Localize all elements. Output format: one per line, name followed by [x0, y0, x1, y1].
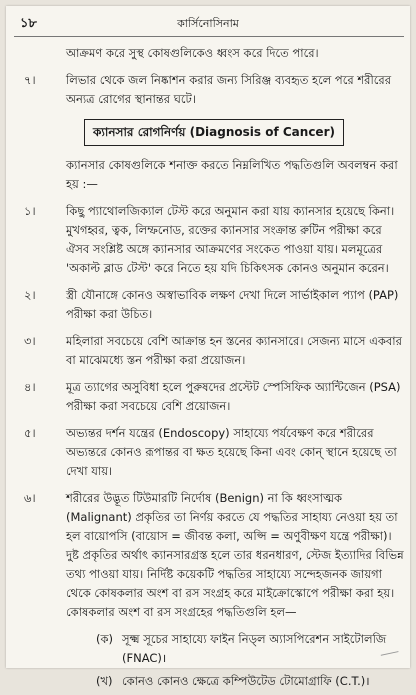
running-title: কার্সিনোসিনাম	[177, 17, 239, 30]
list-item	[24, 286, 404, 324]
sub-list	[96, 630, 404, 691]
page-number: ১৮	[20, 16, 37, 31]
sub-item-text: কোনও কোনও ক্ষেত্রে কম্পিউটেড টোমোগ্রাফি (C.T.)।	[122, 674, 370, 688]
item-text: লিভার থেকে জল নিষ্কাশন করার জন্য সিরিঞ্জ ব্যবহৃত হলে পরে শরীরের অন্যত্র রোগের স্থানান্তর ঘটে।	[66, 73, 392, 106]
page-header	[14, 14, 402, 34]
list-item	[24, 332, 404, 370]
list-item-7	[24, 71, 404, 109]
list-item	[24, 424, 404, 481]
item-number: ৫।	[24, 426, 36, 440]
book-page	[6, 6, 410, 688]
item-number: ২।	[24, 288, 36, 302]
item-text: মহিলারা সবচেয়ে বেশি আক্রান্ত হন স্তনের ক্যানসারে। সেজন্য মাসে একবার বা মাঝেমধ্যে স্তন পরীক্ষা করা প্রয়োজন।	[66, 334, 402, 367]
item-text: মূত্র ত্যাগের অসুবিধা হলে পুরুষদের প্রস্টেট স্পেসিফিক অ্যান্টিজেন (PSA) পরীক্ষা করা সবচেয়ে বেশি প্রয়োজন।	[66, 380, 401, 413]
sub-item-marker: (খ)	[96, 674, 113, 688]
item-text: কিছু প্যাথোলজিক্যাল টেস্ট করে অনুমান করা যায় ক্যানসার হয়েছে কিনা। মুখগহ্বর, ত্বক, লিম্ফনোড, রক্তের ক্যানসার সংক্রান্ত রুটিন পরীক্ষা করে ঐসব সংশ্লিষ্ট অঙ্গে ক্যানসার আক্রমণের সংকেত পাওয়া যায়। মলমূত্রের 'অকাল্ট ব্লাড টেস্ট' করে নিতে হয় যদি চিকিৎসক কোনও অনুমান করেন।	[66, 204, 395, 275]
sub-item-marker: (ক)	[96, 632, 114, 646]
intro-paragraph: আক্রমণ করে সুস্থ কোষগুলিকেও ধ্বংস করে দিতে পারে।	[66, 46, 319, 60]
item-text: অভ্যন্তর দর্শন যন্ত্রের (Endoscopy) সাহায্যে পর্যবেক্ষণ করে শরীরের অভ্যন্তরে কোনও রূপান্তর বা ক্ষত হয়েছে কিনা এবং কোন্ স্থানে হয়েছে তা দেখা যায়।	[66, 426, 397, 478]
item-number: ৬।	[24, 491, 36, 505]
list-item	[24, 378, 404, 416]
list-item	[24, 489, 404, 622]
sub-item-text: সূক্ষ্ম সূচের সাহায্যে ফাইন নিড্ল অ্যাসপিরেশন সাইটোলজি (FNAC)।	[122, 632, 387, 665]
item-number: ৭।	[24, 73, 36, 87]
sub-list-item	[96, 672, 404, 691]
list-item	[24, 202, 404, 278]
lead-paragraph: ক্যানসার কোষগুলিকে শনাক্ত করতে নিম্নলিখিত পদ্ধতিগুলি অবলম্বন করা হয় :—	[66, 158, 398, 191]
page-content	[24, 44, 404, 695]
item-text: শরীরের উদ্ভূত টিউমারটি নির্দোষ (Benign) না কি ধ্বংসাত্মক (Malignant) প্রকৃতির তা নির্ণয় করতে যে পদ্ধতির সাহায্য নেওয়া হয় তা হল বায়োপসি (বায়োস = জীবন্ত কলা, অপ্সি = অণুবীক্ষণ যন্ত্রে পরীক্ষা)। দুষ্ট প্রকৃতির অর্থাৎ ক্যানসারগ্রস্ত হলে তার ধরনধারণ, স্টেজ ইত্যাদির বিভিন্ন তথ্য পাওয়া যায়। নির্দিষ্ট কয়েকটি পদ্ধতির সাহায্যে সন্দেহজনক জায়গা থেকে কোষকলার অংশ বা রস সংগ্রহ করে মাইক্রোস্কোপে পরীক্ষা করা হয়। কোষকলার অংশ বা রস সংগ্রহের পদ্ধতিগুলি হল—	[66, 491, 404, 619]
item-text: স্ত্রী যৌনাঙ্গে কোনও অস্বাভাবিক লক্ষণ দেখা দিলে সার্ভাইকাল প্যাপ (PAP) পরীক্ষা করা উচিত।	[66, 288, 399, 321]
section-heading: ক্যানসার রোগনির্ণয় (Diagnosis of Cancer)	[84, 119, 344, 146]
item-number: ৪।	[24, 380, 36, 394]
item-number: ১।	[24, 204, 36, 218]
item-number: ৩।	[24, 334, 36, 348]
sub-list-item	[96, 630, 404, 668]
section-heading-wrap	[24, 119, 404, 146]
header-divider	[14, 36, 404, 37]
